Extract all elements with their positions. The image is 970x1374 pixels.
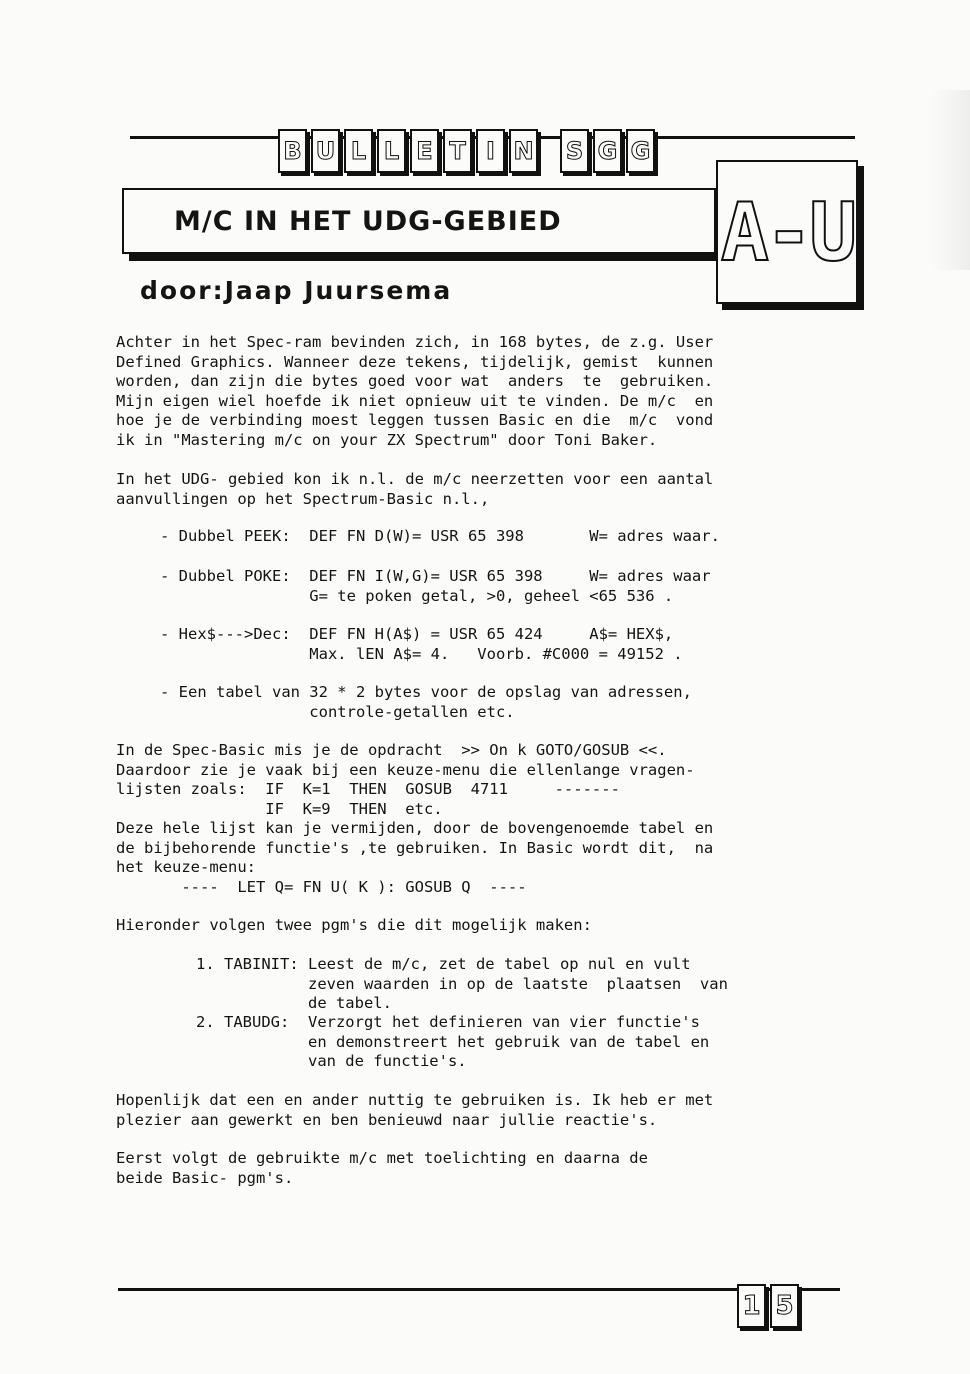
club-letter: G: [626, 129, 655, 173]
paragraph-intro: Achter in het Spec-ram bevinden zich, in 168 bytes, de z.g. User Defined Graphics. Wanneer deze tekens, tijdelijk, gemist kunnen worden, dan zijn die bytes goed voor wat anders te gebruiken. Mijn eigen wiel hoefde ik niet opnieuw uit te vinden. De m/c en hoe je de verbinding moest leggen tussen Basic en die m/c vond ik in "Mastering m/c on your ZX Spectrum" door Toni Baker.: [116, 333, 714, 449]
page-number: [737, 1284, 799, 1328]
footer-rule: [118, 1288, 840, 1291]
program-item-tabudg: 2. TABUDG: Verzorgt het definieren van vier functie's en demonstreert het gebruik van de tabel en van de functie's.: [196, 1013, 710, 1070]
masthead-letter: E: [410, 129, 439, 173]
article-title: M/C IN HET UDG-GEBIED: [174, 205, 562, 237]
bulletin-masthead: [278, 129, 655, 175]
article-author: door:Jaap Juursema: [140, 276, 453, 305]
list-item-hex: - Hex$--->Dec: DEF FN H(A$) = USR 65 424 A$= HEX$, Max. lEN A$= 4. Voorb. #C000 = 49152 .: [160, 625, 683, 663]
club-letter: G: [593, 129, 622, 173]
section-badge-text: A-U: [720, 185, 854, 279]
masthead-letter: N: [509, 129, 538, 173]
list-item-peek: - Dubbel PEEK: DEF FN D(W)= USR 65 398 W= adres waar.: [160, 527, 720, 545]
paragraph-closing: Hopenlijk dat een en ander nuttig te gebruiken is. Ik heb er met plezier aan gewerkt en ben benieuwd naar jullie reactie's.: [116, 1091, 714, 1129]
paragraph-gosub: In de Spec-Basic mis je de opdracht >> On k GOTO/GOSUB <<. Daardoor zie je vaak bij een keuze-menu die ellenlange vragen- lijsten zoals: IF K=1 THEN GOSUB 4711 ------- IF K=9 THEN etc. Deze hele lijst kan je vermijden, door de bovengenoemde tabel en de bijbehorende functie's ,te gebruiken. In Basic wordt dit, na het keuze-menu: ---- LET Q= FN U( K ): GOSUB Q ----: [116, 741, 714, 896]
program-item-tabinit: 1. TABINIT: Leest de m/c, zet de tabel op nul en vult zeven waarden in op de laatste plaatsen van de tabel.: [196, 955, 728, 1012]
page-digit: 1: [737, 1284, 766, 1328]
masthead-letter: L: [344, 129, 373, 173]
masthead-letter: L: [377, 129, 406, 173]
paragraph-udg: In het UDG- gebied kon ik n.l. de m/c neerzetten voor een aantal aanvullingen op het Spectrum-Basic n.l.,: [116, 470, 714, 508]
paragraph-next: Eerst volgt de gebruikte m/c met toelichting en daarna de beide Basic- pgm's.: [116, 1149, 648, 1187]
page-digit: 5: [770, 1284, 799, 1328]
club-letter: S: [560, 129, 589, 173]
masthead-letter: U: [311, 129, 340, 173]
masthead-letter: B: [278, 129, 307, 173]
masthead-letter: I: [476, 129, 505, 173]
list-item-table: - Een tabel van 32 * 2 bytes voor de opslag van adressen, controle-getallen etc.: [160, 683, 692, 721]
list-item-poke: - Dubbel POKE: DEF FN I(W,G)= USR 65 398 W= adres waar G= te poken getal, >0, geheel <65 536 .: [160, 567, 711, 605]
scan-edge-shadow: [930, 90, 970, 270]
section-badge: [716, 160, 858, 304]
article-title-box: [122, 188, 716, 254]
paragraph-programs: Hieronder volgen twee pgm's die dit mogelijk maken:: [116, 916, 592, 934]
masthead-letter: T: [443, 129, 472, 173]
